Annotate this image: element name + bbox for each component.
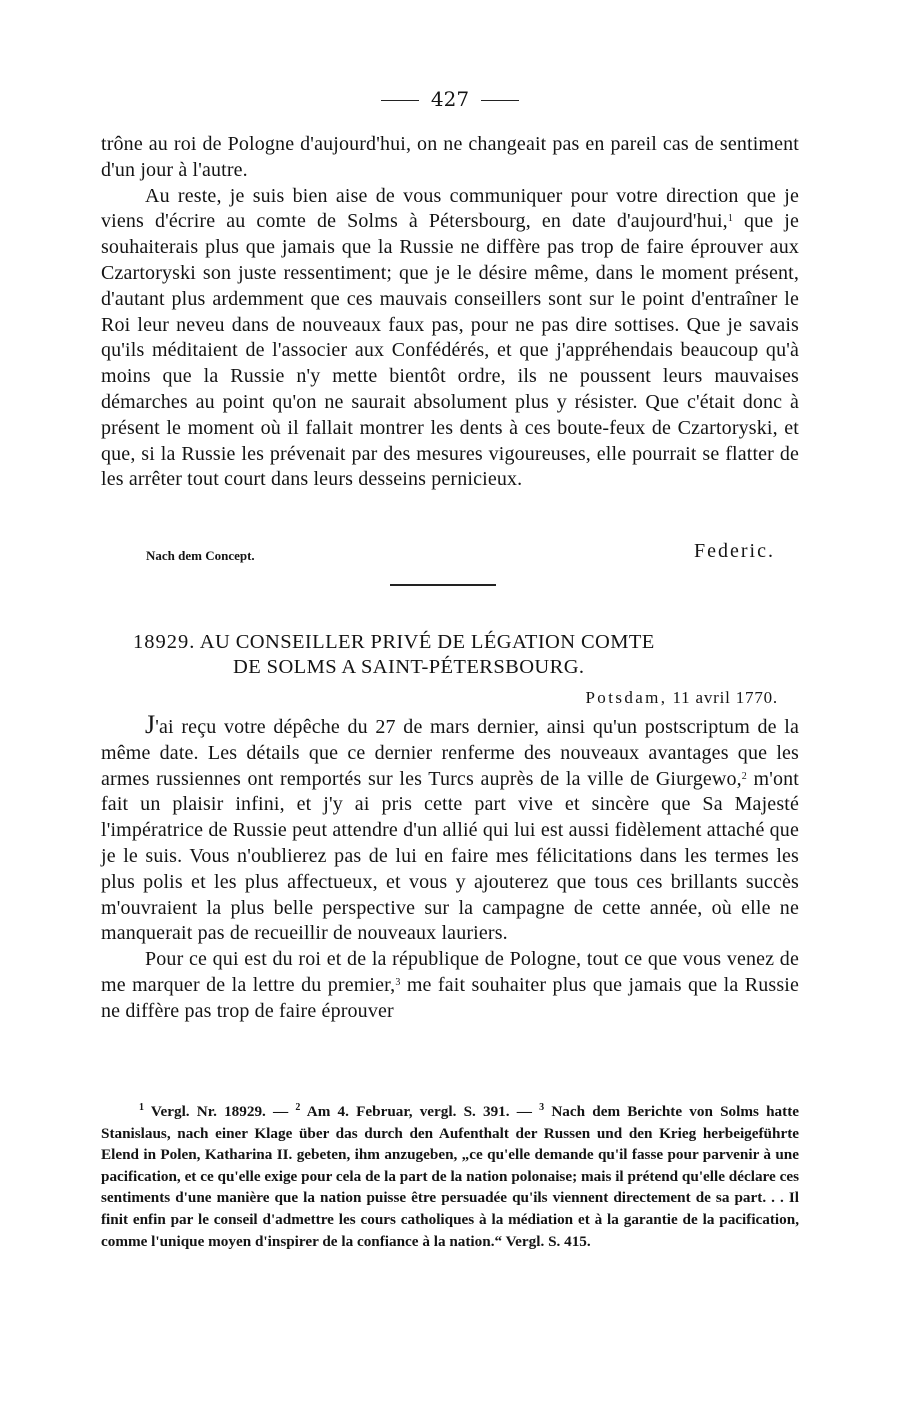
footnote-block — [101, 1101, 799, 1252]
new-letter-body — [101, 712, 799, 1025]
page-header — [0, 84, 900, 114]
new-paragraph-2 — [101, 947, 799, 1024]
section-divider — [390, 584, 496, 586]
signature: Federic. — [694, 540, 775, 562]
header-dash-left — [381, 100, 419, 101]
source-note: Nach dem Concept. — [146, 548, 255, 563]
footnote-ref-3: 3 — [395, 976, 401, 988]
footnote-marker-1: 1 — [139, 1102, 144, 1113]
new-paragraph-1-text-a: 'ai reçu votre dépêche du 27 de mars dernier, ainsi qu'un postscriptum de la même date. Les détails que ce dernier renferme des nouveaux avantages que les armes russiennes ont remportés sur les Turcs auprès de la ville de Giurgewo, — [101, 716, 799, 790]
new-paragraph-1-text-b: m'ont fait un plaisir infini, et j'y ai pris cette part vive et sincère que Sa Majesté l'impératrice de Russie peut attendre d'un allié qui lui est aussi fidèlement attaché que je le suis. Vous n'oublierez pas de lui en faire mes félicitations dans les termes les plus polis et les plus affectueux, et vous y ajouterez que tous ces brillants succès m'ouvraient la plus belle perspective sur la campagne de cette année, où elle ne manquerait pas de recueillir de nouveaux lauriers. — [101, 767, 799, 945]
footnote-1: Vergl. Nr. 18929. — — [150, 1103, 289, 1120]
page-number: 427 — [430, 87, 470, 111]
footnote-3: Nach dem Berichte von Solms hatte Stanislaus, nach einer Klage über das durch den Aufenthalt der Russen und den Krieg herbeigeführte Elend in Polen, Katharina II. gebeten, ihm anzugeben, „ce qu'elle demande qu'il fasse pour parvenir à une pacification, et ce qu'elle exige pour cela de la part de la nation polonaise; mais il prétend qu'elle déclare ces sentiments d'une manière que la nation puisse être persuadée qu'ils viennent directement de sa part. . . Il finit enfin par le conseil d'admettre les cours catholiques à la médiation et à la garantie de la pacification, comme l'unique moyen d'inspirer de la confiance à la nation.“ Vergl. S. 415. — [101, 1103, 800, 1250]
dateline — [585, 688, 778, 708]
letter-number: 18929. — [133, 631, 196, 653]
new-paragraph-2-text-b: me fait souhaiter plus que jamais que la Russie ne diffère pas trop de faire éprouver — [101, 973, 799, 1022]
continued-paragraph-2-text-a: Au reste, je suis bien aise de vous communiquer pour votre direction que je viens d'écrire au comte de Solms à Pétersbourg, en date d'aujourd'hui, — [101, 184, 799, 233]
heading-line-2: DE SOLMS A SAINT-PÉTERSBOURG. — [233, 656, 585, 678]
footnote-ref-2: 2 — [741, 770, 747, 782]
footnote-ref-1: 1 — [727, 213, 733, 225]
dateline-place: Potsdam, — [585, 688, 668, 707]
continued-letter-body — [101, 132, 799, 493]
continued-paragraph-2 — [101, 184, 799, 494]
new-paragraph-1 — [101, 712, 799, 947]
heading-line-1: AU CONSEILLER PRIVÉ DE LÉGATION COMTE — [199, 631, 655, 653]
continued-paragraph-1: trône au roi de Pologne d'aujourd'hui, on ne changeait pas en pareil cas de sentiment d'un jour à l'autre. — [101, 133, 799, 181]
footnote-marker-3: 3 — [539, 1102, 545, 1113]
continued-paragraph-2-text-b: que je souhaiterais plus que jamais que la Russie ne diffère pas trop de faire éprouver aux Czartoryski son juste ressentiment; que je le désire même, dans le moment présent, d'autant plus ardemment que ces mauvais conseillers sont sur le point d'entraîner le Roi leur neveu dans de nouveaux faux pas, pour ne pas dire sottises. Que je savais qu'ils méditaient de l'associer aux Confédérés, et que j'appréhendais beaucoup qu'à moins que la Russie n'y mette bientôt ordre, ils ne poussent leurs mauvaises démarches au point qu'on ne saurait absolument plus y résister. Que c'était donc à présent le moment où il fallait montrer les dents à ces boute-feux de Czartoryski, et que, si la Russie les prévenait par des mesures vigoureuses, elle pourrait se flatter de les arrêter tout court dans leurs desseins pernicieux. — [101, 210, 799, 491]
letter-signoff — [101, 540, 775, 566]
footnotes — [101, 1101, 799, 1252]
footnote-2: Am 4. Februar, vergl. S. 391. — — [306, 1103, 532, 1120]
header-dash-right — [481, 100, 519, 101]
new-paragraph-2-text-a: Pour ce qui est du roi et de la république de Pologne, tout ce que vous venez de me marquer de la lettre du premier, — [101, 948, 799, 996]
drop-letter: J — [145, 710, 156, 739]
dateline-date: 11 avril 1770. — [672, 688, 778, 707]
footnote-marker-2: 2 — [295, 1102, 301, 1113]
letter-heading — [133, 630, 793, 680]
